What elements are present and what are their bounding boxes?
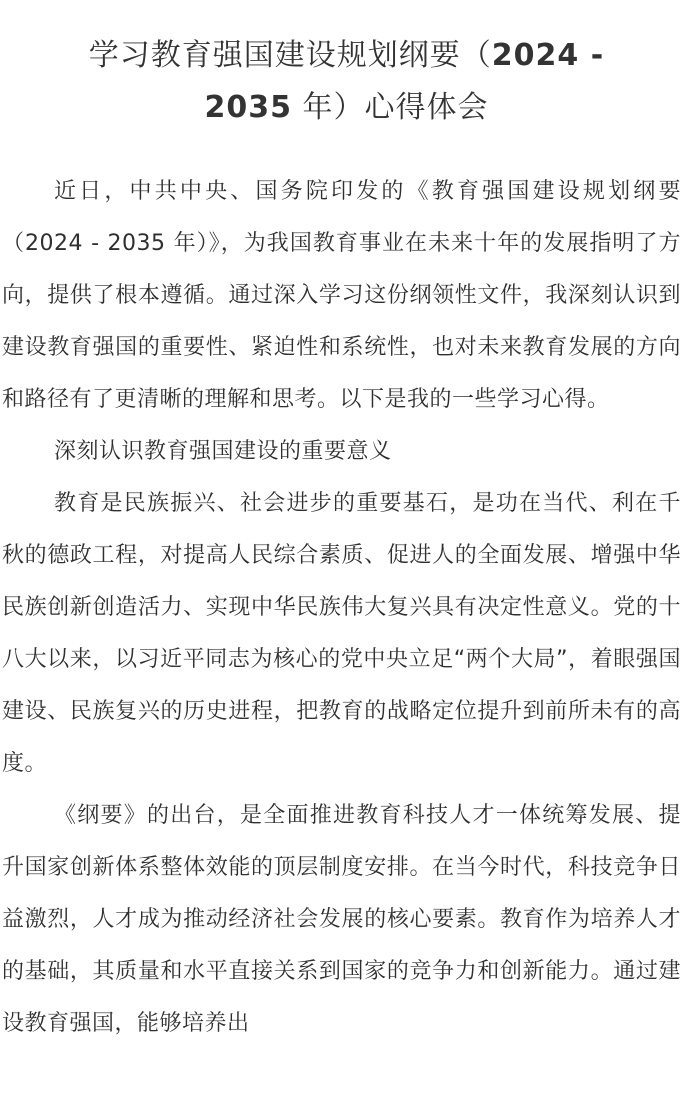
title-text-part1: 学习教育强国建设规划纲要（: [88, 38, 492, 73]
paragraph-education-foundation: 教育是民族振兴、社会进步的重要基石，是功在当代、利在千秋的德政工程，对提高人民综合素质、促进人的全面发展、增强中华民族创新创造活力、实现中华民族伟大复兴具有决定性意义。党的十八大以来，以习近平同志为核心的党中央立足“两个大局”，着眼强国建设、民族复兴的历史进程，把教育的战略定位提升到前所未有的高度。: [2, 491, 681, 776]
paragraph-intro: 近日，中共中央、国务院印发的《教育强国建设规划纲要（2024 - 2035 年）》，为我国教育事业在未来十年的发展指明了方向，提供了根本遵循。通过深入学习这份纲领性文件，我深刻认识到建设教育强国的重要性、紧迫性和系统性，也对未来教育发展的方向和路径有了更清晰的理解和思考。以下是我的一些学习心得。: [2, 179, 681, 412]
title-year-end: 2035: [204, 90, 292, 125]
paragraph-outline-release: 《纲要》的出台，是全面推进教育科技人才一体统筹发展、提升国家创新体系整体效能的顶层制度安排。在当今时代，科技竞争日益激烈，人才成为推动经济社会发展的核心要素。教育作为培养人才的基础，其质量和水平直接关系到国家的竞争力和创新能力。通过建设教育强国，能够培养出: [2, 803, 681, 1036]
title-year-start: 2024: [491, 38, 580, 73]
article-body: [0, 166, 693, 1050]
title-text-part2: 年）心得体会: [291, 90, 489, 125]
document-title: [0, 30, 693, 134]
section-heading-significance: 深刻认识教育强国建设的重要意义: [54, 439, 392, 464]
title-separator: -: [579, 38, 605, 73]
